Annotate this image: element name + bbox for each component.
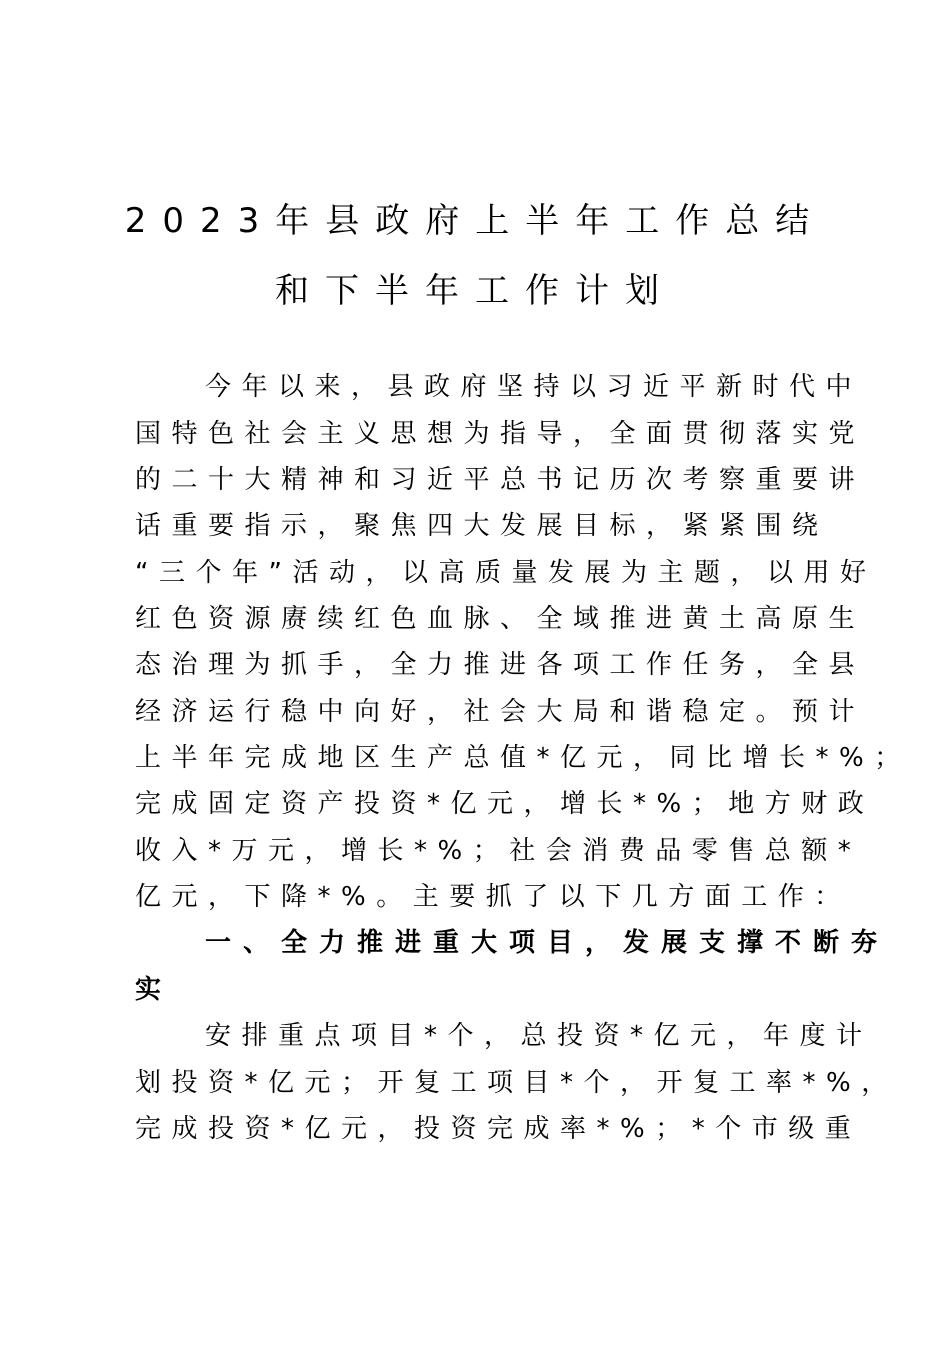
intro-line-10: 完成固定资产投资*亿元，增长*%；地方财政: [135, 789, 875, 819]
section-1-body-line-1: 安排重点项目*个，总投资*亿元，年度计: [205, 1021, 873, 1051]
intro-line-12: 亿元，下降*%。主要抓了以下几方面工作：: [135, 882, 851, 912]
section-1-heading-line-1: 一、全力推进重大项目，发展支撑不断夯: [205, 928, 890, 958]
intro-line-8: 经济运行稳中向好，社会大局和谐稳定。预计: [135, 697, 866, 727]
intro-line-9: 上半年完成地区生产总值*亿元，同比增长*%；: [135, 743, 911, 773]
intro-line-3: 的二十大精神和习近平总书记历次考察重要讲: [135, 465, 866, 495]
intro-line-7: 态治理为抓手，全力推进各项工作任务，全县: [135, 650, 866, 680]
intro-line-6: 红色资源赓续红色血脉、全域推进黄土高原生: [135, 604, 866, 634]
section-1-heading-line-2: 实: [135, 975, 174, 1005]
document-title-line-2: 和下半年工作计划: [275, 271, 675, 311]
intro-line-1: 今年以来，县政府坚持以习近平新时代中: [205, 372, 863, 402]
intro-line-11: 收入*万元，增长*%；社会消费品零售总额*: [135, 836, 862, 866]
section-1-body-line-2: 划投资*亿元；开复工项目*个，开复工率*%，: [135, 1068, 898, 1098]
document-title-line-1: 2023年县政府上半年工作总结: [124, 201, 826, 241]
intro-line-5: “三个年”活动，以高质量发展为主题，以用好: [135, 558, 877, 588]
intro-line-4: 话重要指示，聚焦四大发展目标，紧紧围绕: [135, 511, 829, 541]
section-1-body-line-3: 完成投资*亿元，投资完成率*%；*个市级重: [135, 1114, 862, 1144]
intro-line-2: 国特色社会主义思想为指导，全面贯彻落实党: [135, 419, 866, 449]
